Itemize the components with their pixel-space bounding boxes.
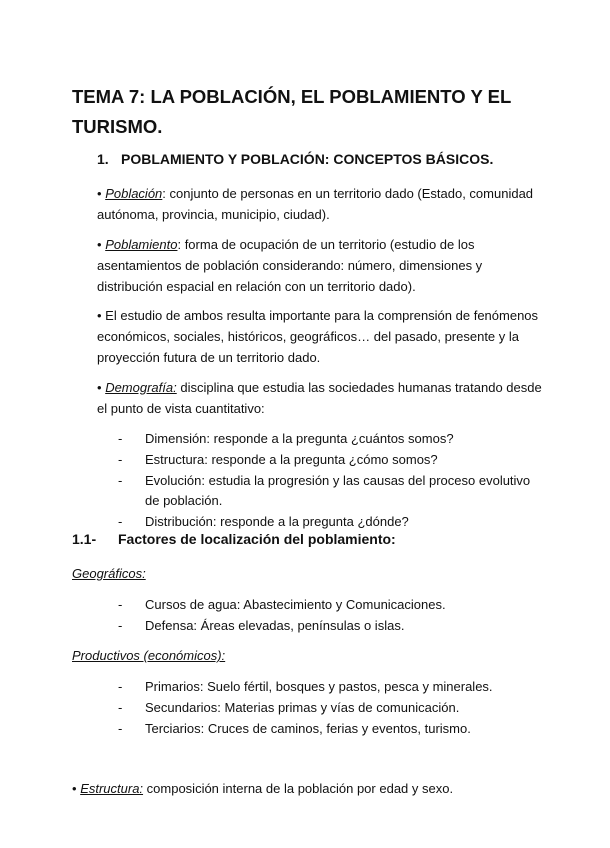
definition-text: composición interna de la población por edad y sexo. <box>143 781 454 796</box>
definition-text: : conjunto de personas en un territorio dado (Estado, comunidad autónoma, provincia, municipio, ciudad). <box>97 186 534 222</box>
list-item-text: Defensa: Áreas elevadas, penínsulas o islas. <box>145 618 405 633</box>
page-title: TEMA 7: LA POBLACIÓN, EL POBLAMIENTO Y EL TURISMO. <box>72 86 511 137</box>
definition-text: disciplina que estudia las sociedades humanas tratando desde el punto de vista cuantitativo: <box>97 380 542 416</box>
list-item-text: Estructura: responde a la pregunta ¿cómo somos? <box>145 452 438 467</box>
bullet: • <box>72 781 77 796</box>
list-item <box>118 719 548 739</box>
list-item-text: Secundarios: Materias primas y vías de comunicación. <box>145 700 460 715</box>
section-title: POBLAMIENTO Y POBLACIÓN: CONCEPTOS BÁSICOS. <box>121 151 494 167</box>
section-number: 1. <box>97 151 109 167</box>
section-heading-1 <box>97 151 493 167</box>
list-item <box>118 450 548 470</box>
list-item-text: Primarios: Suelo fértil, bosques y pastos, pesca y minerales. <box>145 679 493 694</box>
dash-marker: - <box>118 473 123 488</box>
demografia-list <box>118 429 548 533</box>
list-item-text: Terciarios: Cruces de caminos, ferias y eventos, turismo. <box>145 721 471 736</box>
term-estructura: Estructura: <box>80 781 144 796</box>
list-item <box>118 595 548 615</box>
bullet: • <box>97 186 102 201</box>
list-item-text: Dimensión: responde a la pregunta ¿cuántos somos? <box>145 431 454 446</box>
productivos-list <box>118 677 548 740</box>
dash-marker: - <box>118 721 123 736</box>
dash-marker: - <box>118 452 123 467</box>
paragraph-poblamiento <box>97 234 547 297</box>
list-item <box>118 512 548 532</box>
section-heading-1-1 <box>72 531 396 547</box>
list-item-text: Evolución: estudia la progresión y las causas del proceso evolutivo de población. <box>145 473 531 508</box>
dash-marker: - <box>118 700 123 715</box>
bullet: • <box>97 237 102 252</box>
dash-marker: - <box>118 431 123 446</box>
paragraph-estructura <box>72 781 453 796</box>
term-demografia: Demografía: <box>105 380 177 395</box>
geograficos-list <box>118 595 548 637</box>
list-item <box>118 471 548 511</box>
list-item-text: Distribución: responde a la pregunta ¿dónde? <box>145 514 409 529</box>
dash-marker: - <box>118 618 123 633</box>
list-item <box>118 429 548 449</box>
dash-marker: - <box>118 597 123 612</box>
list-item <box>118 698 548 718</box>
term-poblamiento: Poblamiento <box>105 237 178 252</box>
list-item <box>118 677 548 697</box>
list-item-text: Cursos de agua: Abastecimiento y Comunicaciones. <box>145 597 446 612</box>
paragraph-estudio: • El estudio de ambos resulta importante para la comprensión de fenómenos económicos, sociales, históricos, geográficos… del pasado, presente y la proyección futura de un territorio dado. <box>97 308 539 365</box>
definition-text: : forma de ocupación de un territorio (estudio de los asentamientos de población considerando: número, dimensiones y distribución espacial en relación con un territorio dado). <box>97 237 483 294</box>
paragraph-poblacion <box>97 183 547 225</box>
subheading-productivos: Productivos (económicos): <box>72 648 226 663</box>
term-poblacion: Población <box>105 186 163 201</box>
bullet: • <box>97 380 102 395</box>
list-item <box>118 616 548 636</box>
dash-marker: - <box>118 514 123 529</box>
section-number: 1.1- <box>72 531 97 547</box>
dash-marker: - <box>118 679 123 694</box>
paragraph-demografia <box>97 377 547 419</box>
subheading-geograficos: Geográficos: <box>72 566 146 581</box>
section-title: Factores de localización del poblamiento: <box>118 531 396 547</box>
